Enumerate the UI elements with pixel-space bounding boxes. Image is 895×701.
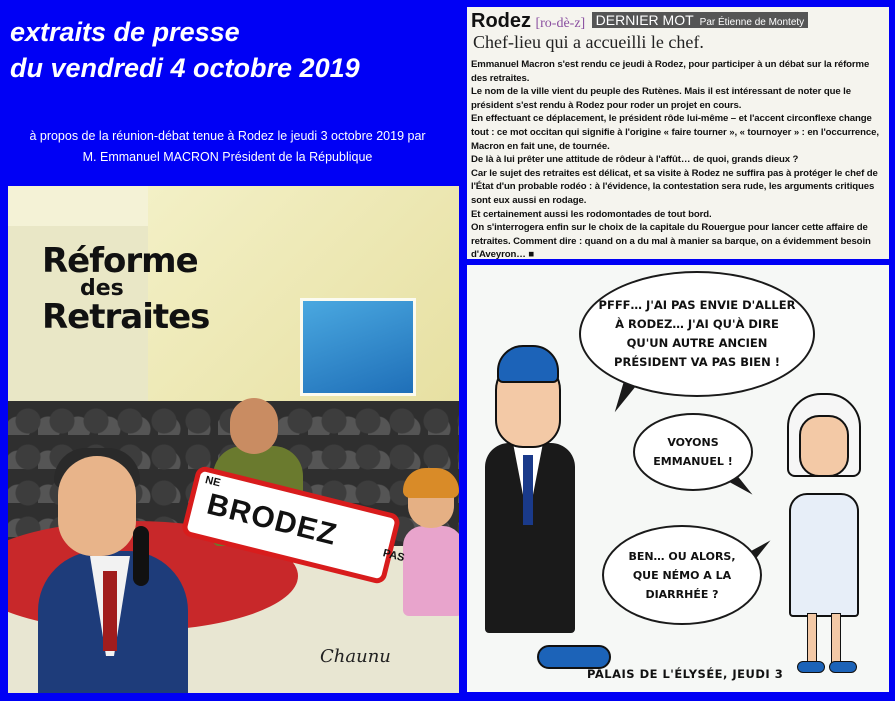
wall-slogan	[42, 241, 210, 337]
article-header	[471, 10, 885, 32]
title-line-2: du vendredi 4 octobre 2019	[10, 53, 360, 83]
press-article	[467, 7, 889, 259]
sign-ne: NE	[203, 474, 222, 490]
protester-man-head	[230, 398, 278, 454]
page-subtitle	[0, 126, 455, 168]
article-city: Rodez	[471, 10, 531, 32]
comic-brigitte-face	[799, 415, 849, 477]
speech-bubble-brigitte: VOYONS EMMANUEL !	[633, 413, 753, 491]
title-line-1: extraits de presse	[10, 17, 240, 47]
comic-macron-hair	[497, 345, 559, 383]
article-paragraph: Emmanuel Macron s'est rendu ce jeudi à Rodez, pour participer à un débat sur la réforme des retraites.	[471, 59, 870, 84]
protester-woman	[403, 526, 459, 616]
article-paragraph: Le nom de la ville vient du peuple des Rutènes. Mais il est intéressant de noter que le président s'est rendu à Rodez pour roder un projet en cours.	[471, 86, 851, 111]
comic-brigitte-leg	[807, 613, 817, 665]
microphone-icon	[133, 526, 149, 586]
article-rubric-label: DERNIER MOT	[595, 12, 694, 28]
article-headline: Chef-lieu qui a accueilli le chef.	[473, 32, 704, 52]
wall-slogan-line-2: des	[80, 276, 124, 301]
sign-pas: PAS	[381, 547, 406, 565]
article-phonetic: [ro-dè-z]	[535, 16, 586, 31]
subtitle-line-1: à propos de la réunion-débat tenue à Rodez le jeudi 3 octobre 2019 par	[29, 129, 426, 143]
article-paragraph: De là à lui prêter une attitude de rôdeur à l'affût… de quoi, grands dieux ?	[471, 154, 799, 166]
comic-brigitte-shoe	[797, 661, 825, 673]
wall-slogan-line-1: Réforme	[42, 241, 198, 281]
cartoon-reforme-retraites	[8, 186, 459, 693]
comic-brigitte-shoe	[829, 661, 857, 673]
speech-bubble-macron: PFFF… J'AI PAS ENVIE D'ALLER À RODEZ… J'AI QU'À DIRE QU'UN AUTRE ANCIEN PRÉSIDENT VA PAS BIEN !	[579, 271, 815, 397]
article-paragraph: On s'interrogera enfin sur le choix de la capitale du Rouergue pour lancer cette affaire de retraites. Comment dire : quand on a du mal à manier sa barque, on a évidemment besoin d'Aveyron… ■	[471, 222, 871, 259]
macron-head	[58, 456, 136, 556]
article-paragraph: En effectuant ce déplacement, le président rôde lui-même – et l'accent circonflexe change tout : ce mot occitan qui signifie à l'origine « faire tourner », « tournoyer » : en l'occurrence, Macron en fait une, de tournée.	[471, 113, 879, 152]
page-title	[10, 14, 460, 86]
subtitle-line-2: M. Emmanuel MACRON Président de la République	[82, 150, 373, 164]
protester-woman-hair	[403, 468, 459, 498]
comic-brigitte-dress	[789, 493, 859, 617]
speech-bubble-macron-2: BEN… OU ALORS, QUE NÉMO A LA DIARRHÉE ?	[602, 525, 762, 625]
comic-brigitte-leg	[831, 613, 841, 665]
comic-macron-tie	[523, 455, 533, 525]
comic-strip	[467, 265, 889, 692]
article-paragraph: Et certainement aussi les rodomontades de tout bord.	[471, 208, 712, 220]
article-paragraph: Car le sujet des retraites est délicat, et sa visite à Rodez ne suffira pas à protéger le chef de l'État d'un probable rodéo : à l'évidence, la contestation sera rude, les arguments critiques sont eux aussi en rodage.	[471, 167, 878, 206]
macron-tie	[103, 571, 117, 651]
comic-caption: PALAIS DE L'ÉLYSÉE, JEUDI 3	[587, 667, 784, 681]
wall-slogan-line-3: Retraites	[42, 297, 210, 337]
sign-brodez: BRODEZ	[203, 487, 341, 552]
article-byline: Par Étienne de Montety	[699, 17, 805, 28]
comic-macron-shoe	[537, 645, 611, 669]
article-rubric	[592, 12, 809, 28]
artist-signature: Chaunu	[320, 646, 391, 667]
article-body	[471, 58, 885, 259]
hall-window	[300, 298, 416, 396]
